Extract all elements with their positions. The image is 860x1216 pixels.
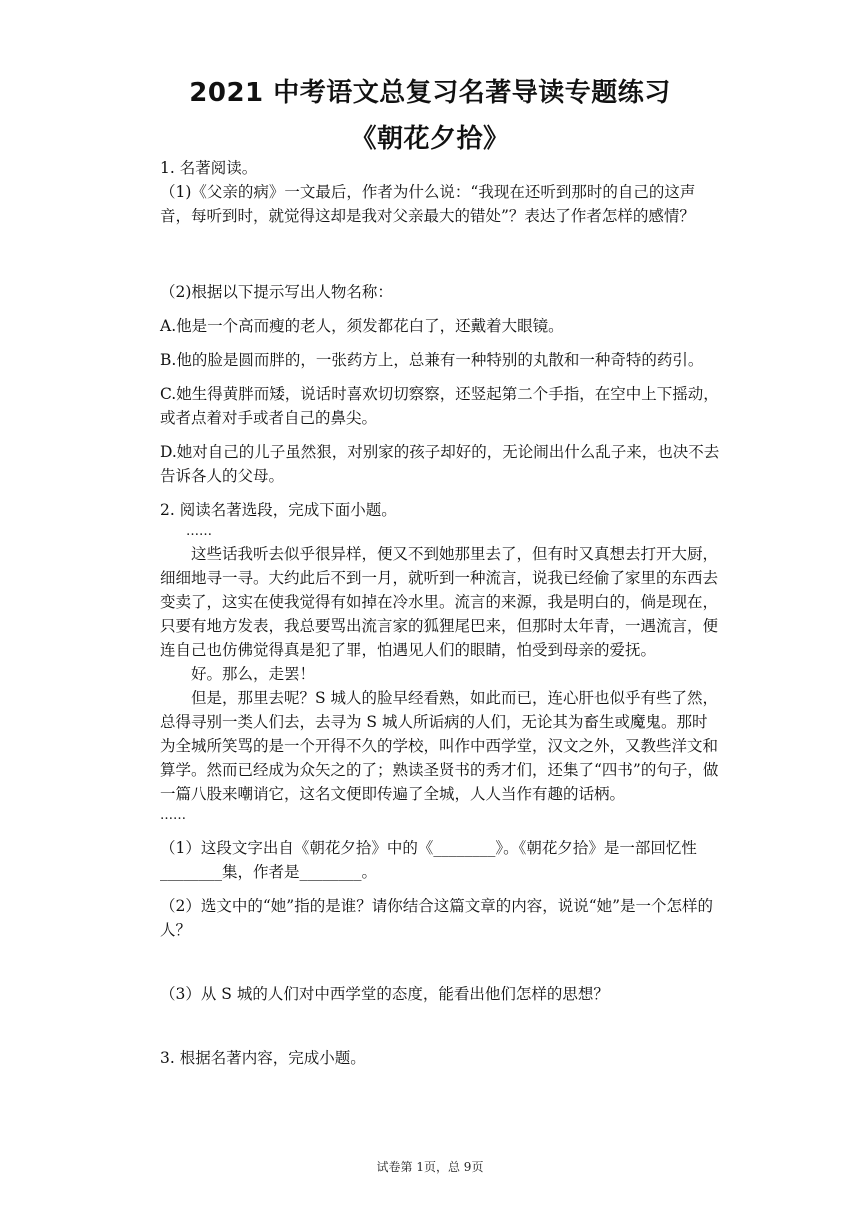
q2-sub2: （2）选文中的“她”指的是谁？请你结合这篇文章的内容，说说“她”是一个怎样的人？ [160, 897, 714, 939]
excerpt-paragraph-1: 这些话我听去似乎很异样，便又不到她那里去了，但有时又真想去打开大厨，细细地寻一寻。大约此后不到一月，就听到一种流言，说我已经偷了家里的东西去变卖了，这实在使我觉得有如掉在冷水里。流言的来源，我是明白的，倘是现在，只要有地方发表，我总要骂出流言家的狐狸尾巴来，但那时太年青，一遇流言，便连自己也仿佛觉得真是犯了罪，怕遇见人们的眼睛，怕受到母亲的爱抚。 [160, 545, 719, 659]
q1-option-b: B.他的脸是圆而胖的，一张药方上，总兼有一种特别的丸散和一种奇特的药引。 [160, 351, 704, 369]
q2-sub1: （1）这段文字出自《朝花夕拾》中的《________》。《朝花夕拾》是一部回忆性________集，作者是________。 [160, 839, 697, 881]
q1-heading: 1. 名著阅读。 [160, 159, 258, 177]
excerpt-paragraph-2: 好。那么，走罢！ [191, 665, 316, 683]
q1-option-d: D.她对自己的儿子虽然狠，对别家的孩子却好的，无论闹出什么乱子来，也决不去告诉各人的父母。 [160, 443, 720, 485]
q1-option-c: C.她生得黄胖而矮，说话时喜欢切切察察，还竖起第二个手指，在空中上下摇动，或者点着对手或者自己的鼻尖。 [160, 385, 719, 427]
q2-heading: 2. 阅读名著选段，完成下面小题。 [160, 501, 397, 519]
document-title: 2021 中考语文总复习名著导读专题练习 [189, 78, 671, 108]
q1-sub2: （2)根据以下提示写出人物名称： [160, 283, 393, 301]
question-content [160, 156, 720, 1070]
page-footer: 试卷第 1页，总 9页 [376, 1160, 484, 1174]
excerpt-ellipsis-bottom: …… [160, 808, 186, 823]
excerpt-paragraph-3: 但是，那里去呢？S 城人的脸早经看熟，如此而已，连心肝也似乎有些了然，总得寻别一类人们去，去寻为 S 城人所诟病的人们，无论其为畜生或魔鬼。那时为全城所笑骂的是一个开得不久的学校，叫作中西学堂，汉文之外，又教些洋文和算学。然而已经成为众矢之的了；熟读圣贤书的秀才们，还集了“四书”的句子，做一篇八股来嘲诮它，这名文便即传遍了全城，人人当作有趣的话柄。 [160, 689, 719, 803]
document-subtitle: 《朝花夕拾》 [350, 124, 510, 154]
q2-sub3: （3）从 S 城的人们对中西学堂的态度，能看出他们怎样的思想？ [160, 985, 609, 1003]
q3-heading: 3. 根据名著内容，完成小题。 [160, 1049, 366, 1067]
excerpt-ellipsis-top: …… [186, 524, 212, 539]
q1-option-a: A.他是一个高而瘦的老人，须发都花白了，还戴着大眼镜。 [160, 317, 564, 335]
q1-sub1: （1)《父亲的病》一文最后，作者为什么说：“我现在还听到那时的自己的这声音，每听到时，就觉得这却是我对父亲最大的错处”？表达了作者怎样的感情？ [160, 183, 696, 225]
